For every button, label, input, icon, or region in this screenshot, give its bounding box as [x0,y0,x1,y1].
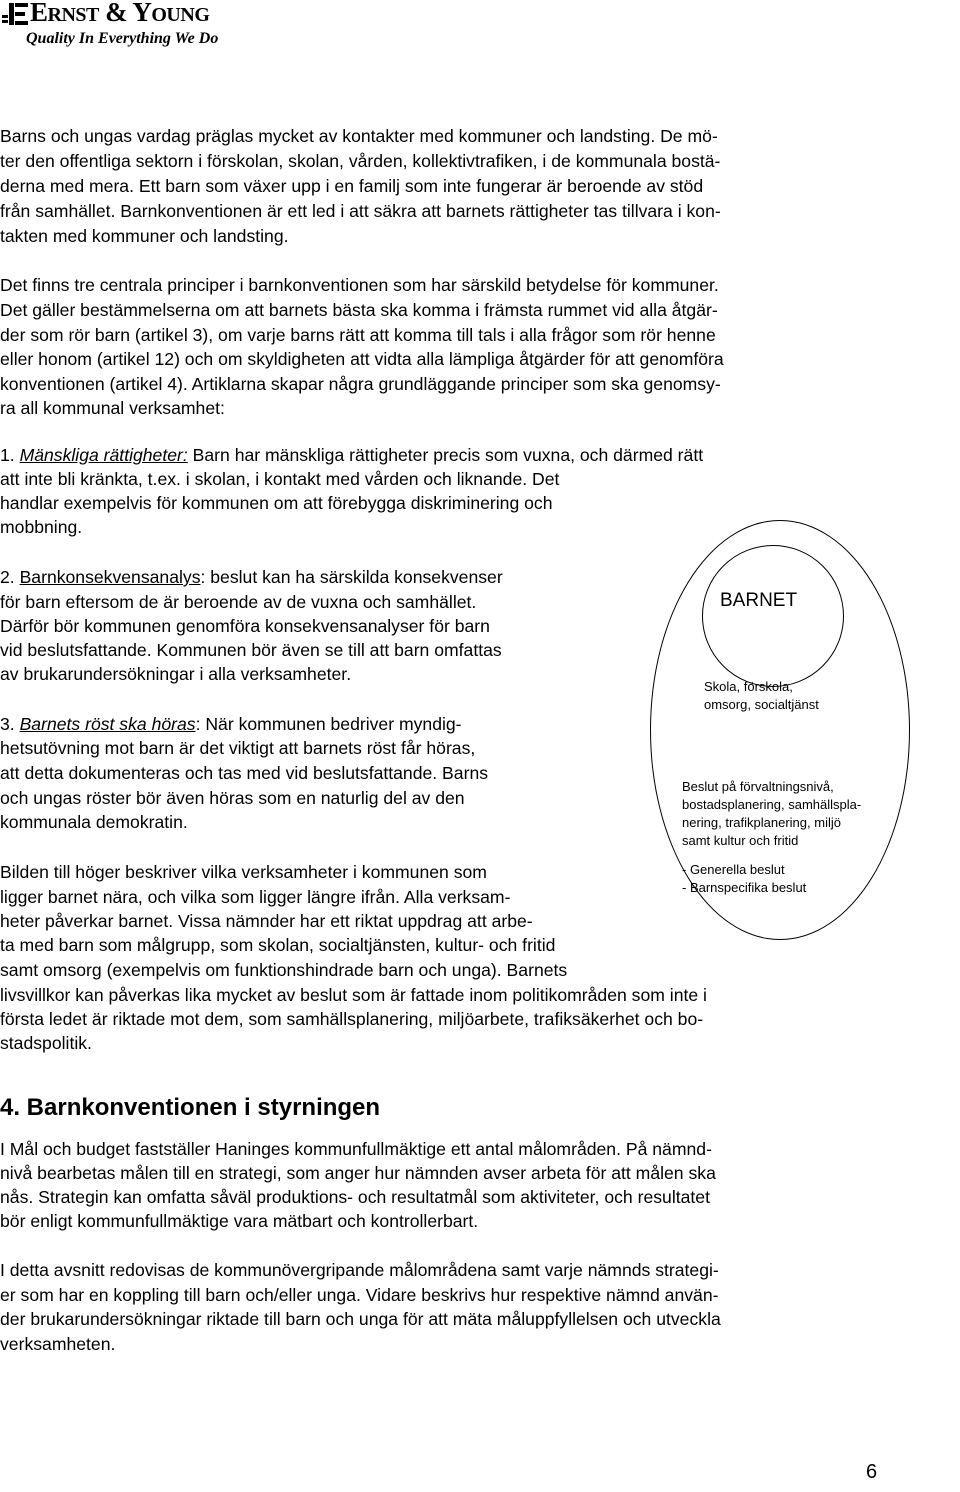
company-name: ERNST & YOUNG [30,0,210,27]
section-para1-line: I Mål och budget fastställer Haninges kommunfullmäktige ett antal målområden. På nämnd- [0,1139,712,1159]
section-para2-line: der brukarundersökningar riktade till barn och unga för att mäta måluppfyllelsen och utveckla [0,1309,721,1329]
principle-2-title: Barnkonsekvensanalys [19,567,201,587]
barnet-diagram [650,520,910,940]
principle-2-line: av brukarundersökningar i alla verksamheter. [0,664,352,684]
principles-line: konventionen (artikel 4). Artiklarna skapar några grundläggande principer som ska genomsy- [0,374,721,394]
picture-text-line: första ledet är riktade mot dem, som samhällsplanering, miljöarbete, trafiksäkerhet och bo- [0,1009,704,1029]
principle-3-first-line: 3. Barnets röst ska höras: När kommunen bedriver myndig- [0,714,462,734]
diagram-center-label: BARNET [720,590,798,611]
principle-2-line: vid beslutsfattande. Kommunen bör även se till att barn omfattas [0,640,502,660]
intro-line: takten med kommuner och landsting. [0,226,289,246]
picture-text-line: stadspolitik. [0,1033,92,1053]
ernst-young-logo-icon [2,1,28,27]
section-para2-line: I detta avsnitt redovisas de kommunövergripande målområdena samt varje nämnds strategi- [0,1260,719,1280]
principle-3-title: Barnets röst ska höras [19,714,196,734]
principle-3-line: kommunala demokratin. [0,812,188,832]
picture-text-line: Bilden till höger beskriver vilka verksamheter i kommunen som [0,862,487,882]
principles-line: ra all kommunal verksamhet: [0,398,225,418]
intro-line: Barns och ungas vardag präglas mycket av kontakter med kommuner och landsting. De mö- [0,126,718,146]
page-number: 6 [866,1461,878,1483]
section-para2-line: er som har en koppling till barn och/eller unga. Vidare beskrivs hur respektive nämnd använ- [0,1285,719,1305]
diagram-ring3-line: - Generella beslut [682,862,785,877]
picture-text-line: samt omsorg (exempelvis om funktionshindrade barn och unga). Barnets [0,960,568,980]
principle-3-line: hetsutövning mot barn är det viktigt att barnets röst får höras, [0,738,476,758]
principle-1-title: Mänskliga rättigheter: [19,445,188,465]
diagram-ring2-line: samt kultur och fritid [682,833,799,848]
company-tagline: Quality In Everything We Do [26,30,219,47]
intro-line: från samhället. Barnkonventionen är ett led i att säkra att barnets rättigheter tas tillvara i kon- [0,201,721,221]
section-para1-line: bör enligt kommunfullmäktige vara mätbart och kontrollerbart. [0,1211,479,1231]
principle-3-line: och ungas röster bör även höras som en naturlig del av den [0,788,465,808]
section-heading: 4. Barnkonventionen i styrningen [0,1094,381,1121]
principles-line: Det gäller bestämmelserna om att barnets bästa ska komma i främsta rummet vid alla åtgär- [0,300,718,320]
principle-1-first-line: 1. Mänskliga rättigheter: Barn har mänskliga rättigheter precis som vuxna, och därmed rätt [0,445,704,465]
principle-1-line: mobbning. [0,517,83,537]
inner-circle [702,545,844,687]
diagram-ring2-line: Beslut på förvaltningsnivå, [682,779,834,794]
section-para1-line: nås. Strategin kan omfatta såväl produktions- och resultatmål som aktiviteter, och resultatet [0,1187,710,1207]
section-para1-line: nivå bearbetas målen till en strategi, som anger hur nämnden avser arbeta för att målen ska [0,1163,716,1183]
diagram-ring2-line: bostadsplanering, samhällspla- [682,797,862,812]
principles-line: Det finns tre centrala principer i barnkonventionen som har särskild betydelse för kommuner. [0,275,719,295]
principle-3-line: att detta dokumenteras och tas med vid beslutsfattande. Barns [0,763,489,783]
diagram-ring1-line: omsorg, socialtjänst [704,697,819,712]
intro-line: derna med mera. Ett barn som växer upp i en familj som inte fungerar är beroende av stöd [0,176,704,196]
diagram-ring3-line: - Barnspecifika beslut [682,880,807,895]
principle-1-line: handlar exempelvis för kommunen om att förebygga diskriminering och [0,493,553,513]
principle-2-first-line: 2. Barnkonsekvensanalys: beslut kan ha särskilda konsekvenser [0,567,503,587]
picture-text-line: heter påverkar barnet. Vissa nämnder har ett riktat uppdrag att arbe- [0,911,533,931]
principle-2-line: Därför bör kommunen genomföra konsekvensanalyser för barn [0,616,490,636]
picture-text-line: ta med barn som målgrupp, som skolan, socialtjänsten, kultur- och fritid [0,935,556,955]
diagram-ring1-line: Skola, förskola, [704,679,793,694]
principles-line: eller honom (artikel 12) och om skyldigheten att vidta alla lämpliga åtgärder för att genomföra [0,349,724,369]
picture-text-line: livsvillkor kan påverkas lika mycket av beslut som är fattade inom politikområden som inte i [0,985,707,1005]
principles-line: der som rör barn (artikel 3), om varje barns rätt att komma till tals i alla frågor som rör henne [0,325,716,345]
principle-1-line: att inte bli kränkta, t.ex. i skolan, i kontakt med vården och liknande. Det [0,469,560,489]
diagram-ring2-line: nering, trafikplanering, miljö [682,815,841,830]
principle-2-line: för barn eftersom de är beroende av de vuxna och samhället. [0,592,477,612]
intro-line: ter den offentliga sektorn i förskolan, skolan, vården, kollektivtrafiken, i de kommunala bostä- [0,151,721,171]
section-para2-line: verksamheten. [0,1334,116,1354]
picture-text-line: ligger barnet nära, och vilka som ligger längre ifrån. Alla verksam- [0,887,511,907]
